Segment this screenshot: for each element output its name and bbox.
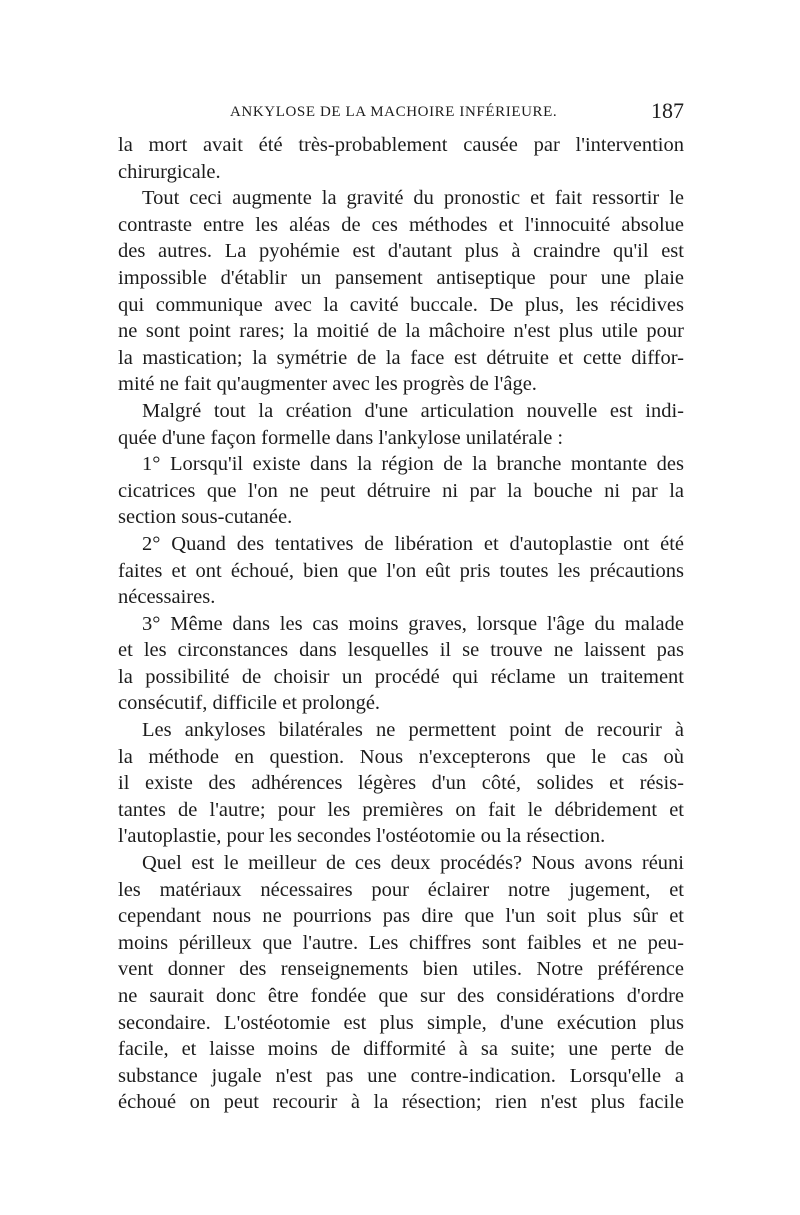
text-line: la mastication; la symétrie de la face est détruite et cette diffor-	[118, 346, 684, 369]
text-line: ne saurait donc être fondée que sur des considérations d'ordre	[118, 985, 684, 1007]
text-line: vent donner des renseignements bien utiles. Notre préférence	[118, 958, 684, 981]
text-line: cicatrices que l'on ne peut détruire ni par la bouche ni par la	[118, 479, 684, 502]
text-line: des autres. La pyohémie est d'autant plus à craindre qu'il est	[118, 240, 684, 263]
text-line: il existe des adhérences légères d'un côté, solides et résis-	[118, 772, 684, 795]
text-line: ne sont point rares; la moitié de la mâchoire n'est plus utile pour	[118, 320, 684, 343]
body-text	[118, 132, 684, 1116]
running-title: ANKYLOSE DE LA MACHOIRE INFÉRIEURE.	[230, 104, 558, 120]
text-line: la mort avait été très-probablement causée par l'intervention	[118, 134, 684, 156]
text-line: moins périlleux que l'autre. Les chiffres sont faibles et ne peu-	[118, 931, 684, 954]
text-line: substance jugale n'est pas une contre-indication. Lorsqu'elle a	[118, 1064, 684, 1087]
text-line: 2° Quand des tentatives de libération et d'autoplastie ont été	[142, 532, 684, 555]
text-line: secondaire. L'ostéotomie est plus simple, d'une exécution plus	[118, 1011, 684, 1034]
text-line: Tout ceci augmente la gravité du pronostic et fait ressortir le	[142, 187, 684, 210]
text-line: section sous-cutanée.	[118, 506, 293, 529]
text-line: chirurgicale.	[118, 160, 221, 183]
text-line: tantes de l'autre; pour les premières on fait le débridement et	[118, 798, 684, 821]
text-line: Les ankyloses bilatérales ne permettent point de recourir à	[142, 719, 684, 742]
text-line: la possibilité de choisir un procédé qui réclame un traitement	[118, 665, 684, 688]
text-line: contraste entre les aléas de ces méthodes et l'innocuité absolue	[118, 213, 684, 236]
text-line: échoué on peut recourir à la résection; rien n'est plus facile	[118, 1091, 684, 1114]
text-line: quée d'une façon formelle dans l'ankylose unilatérale :	[118, 426, 564, 449]
text-line: cependant nous ne pourrions pas dire que l'un soit plus sûr et	[118, 905, 684, 928]
text-line: consécutif, difficile et prolongé.	[118, 692, 381, 715]
page-header	[118, 98, 684, 128]
text-line: mité ne fait qu'augmenter avec les progrès de l'âge.	[118, 373, 537, 396]
text-line: Malgré tout la création d'une articulation nouvelle est indi-	[142, 399, 684, 422]
text-line: l'autoplastie, pour les secondes l'ostéotomie ou la résection.	[118, 825, 606, 848]
text-line: la méthode en question. Nous n'excepterons que le cas où	[118, 745, 684, 768]
text-line: 1° Lorsqu'il existe dans la région de la branche montante des	[142, 453, 684, 476]
text-line: nécessaires.	[118, 586, 216, 609]
text-line: 3° Même dans les cas moins graves, lorsque l'âge du malade	[142, 612, 684, 635]
text-line: qui communique avec la cavité buccale. De plus, les récidives	[118, 293, 684, 316]
text-line: les matériaux nécessaires pour éclairer notre jugement, et	[118, 878, 684, 901]
text-line: facile, et laisse moins de difformité à sa suite; une perte de	[118, 1038, 684, 1061]
text-line: impossible d'établir un pansement antiseptique pour une plaie	[118, 266, 684, 289]
text-line: faites et ont échoué, bien que l'on eût pris toutes les précautions	[118, 559, 684, 582]
text-line: Quel est le meilleur de ces deux procédés? Nous avons réuni	[142, 852, 684, 875]
text-line: et les circonstances dans lesquelles il se trouve ne laissent pas	[118, 639, 684, 662]
page-number: 187	[651, 98, 684, 123]
